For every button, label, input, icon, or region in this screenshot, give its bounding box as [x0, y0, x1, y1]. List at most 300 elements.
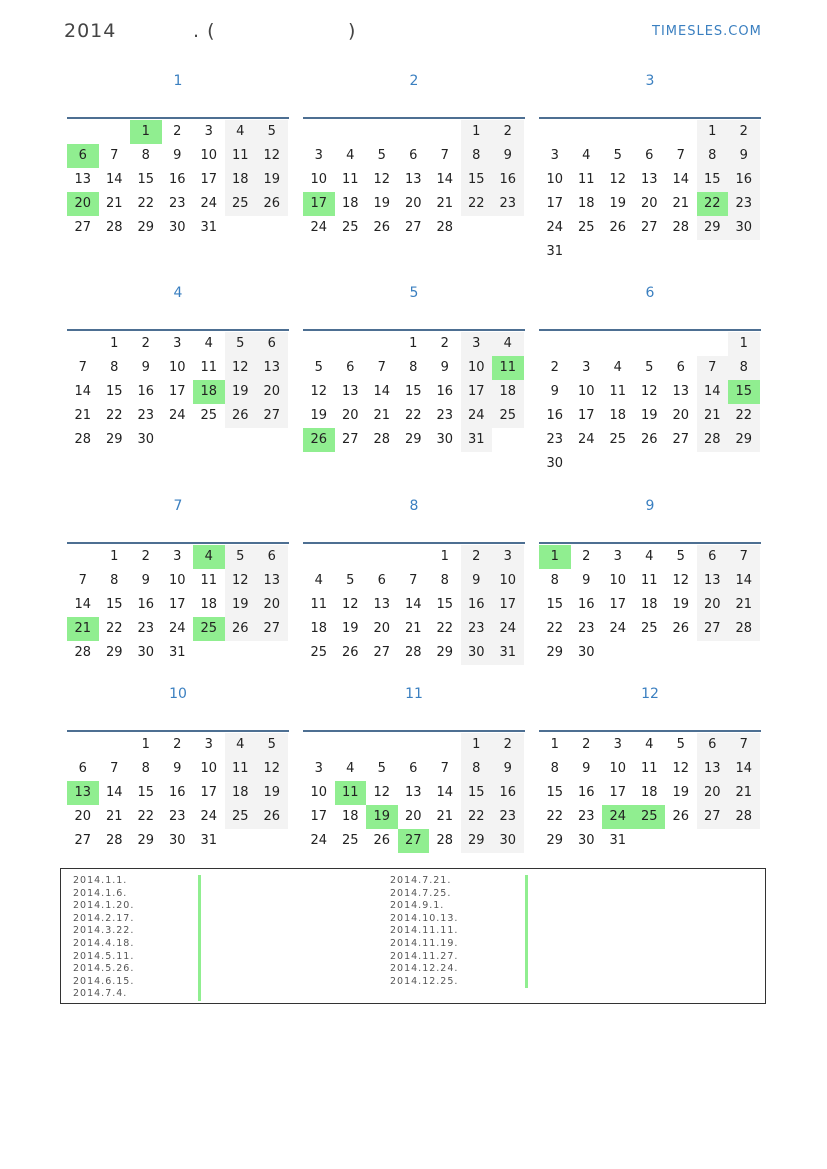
legend-date: 2014.10.13. — [390, 912, 459, 924]
day-cell: 14 — [728, 757, 760, 781]
day-cell: 3 — [173, 549, 182, 564]
day-cell: 1 — [141, 737, 150, 752]
month-grid — [303, 733, 525, 853]
day-cell: 31 — [461, 428, 493, 452]
day-cell: 26 — [640, 432, 658, 447]
day-cell: 18 — [492, 380, 524, 404]
day-cell: 18 — [341, 196, 359, 211]
day-cell: 7 — [697, 356, 729, 380]
day-cell: 11 — [200, 360, 218, 375]
day-cell: 2 — [173, 737, 182, 752]
day-cell: 23 — [137, 621, 155, 636]
day-cell: 29 — [461, 829, 493, 853]
month-grid — [67, 332, 289, 452]
day-cell: 14 — [436, 785, 454, 800]
day-cell: 7 — [78, 573, 87, 588]
day-cell: 29 — [546, 833, 564, 848]
legend-item — [390, 875, 458, 888]
day-cell: 26 — [256, 192, 288, 216]
day-cell: 24 — [602, 805, 634, 829]
day-cell: 8 — [440, 573, 449, 588]
day-cell: 29 — [404, 432, 422, 447]
legend-item — [73, 875, 134, 888]
day-cell: 25 — [341, 833, 359, 848]
day-cell: 18 — [225, 168, 257, 192]
day-cell: 9 — [141, 573, 150, 588]
day-cell: 20 — [256, 380, 288, 404]
day-cell: 2 — [728, 120, 760, 144]
day-cell: 26 — [373, 220, 391, 235]
day-cell: 26 — [303, 428, 335, 452]
day-cell: 28 — [74, 432, 92, 447]
day-cell: 7 — [728, 733, 760, 757]
day-cell: 17 — [200, 172, 218, 187]
day-cell: 13 — [404, 785, 422, 800]
holiday-color-marker — [525, 925, 528, 938]
day-cell: 26 — [672, 621, 690, 636]
day-cell: 8 — [550, 761, 559, 776]
day-cell: 30 — [168, 833, 186, 848]
month-grid — [67, 545, 289, 665]
holiday-color-marker — [198, 938, 201, 951]
day-cell: 24 — [461, 404, 493, 428]
day-cell: 16 — [137, 384, 155, 399]
day-cell: 21 — [728, 593, 760, 617]
title-separator: . ( — [193, 20, 216, 42]
day-cell: 13 — [697, 757, 729, 781]
day-cell: 21 — [697, 404, 729, 428]
day-cell: 27 — [341, 432, 359, 447]
month-4 — [67, 285, 289, 452]
day-cell: 22 — [436, 621, 454, 636]
day-cell: 16 — [577, 785, 595, 800]
day-cell: 14 — [697, 380, 729, 404]
day-cell: 17 — [609, 597, 627, 612]
day-cell: 8 — [461, 757, 493, 781]
day-cell: 6 — [67, 144, 99, 168]
holiday-color-marker — [198, 913, 201, 926]
holiday-color-marker — [198, 875, 201, 888]
day-cell: 2 — [440, 336, 449, 351]
empty-cell — [398, 120, 430, 144]
day-cell: 20 — [640, 196, 658, 211]
day-cell: 5 — [613, 148, 622, 163]
legend-item — [73, 963, 134, 976]
day-cell: 30 — [137, 645, 155, 660]
day-cell: 6 — [697, 733, 729, 757]
day-cell: 2 — [582, 737, 591, 752]
empty-cell — [335, 733, 367, 757]
day-cell: 7 — [377, 360, 386, 375]
day-cell: 23 — [168, 809, 186, 824]
day-cell: 30 — [137, 432, 155, 447]
day-cell: 25 — [609, 432, 627, 447]
legend-date: 2014.7.25. — [390, 887, 452, 899]
day-cell: 25 — [640, 621, 658, 636]
day-cell: 27 — [256, 617, 288, 641]
day-cell: 22 — [105, 621, 123, 636]
day-cell: 13 — [373, 597, 391, 612]
day-cell: 3 — [314, 148, 323, 163]
legend-item — [73, 938, 134, 951]
day-cell: 31 — [546, 244, 564, 259]
legend-date: 2014.3.22. — [73, 925, 135, 937]
day-cell: 11 — [640, 573, 658, 588]
day-cell: 29 — [697, 216, 729, 240]
day-cell: 3 — [613, 737, 622, 752]
month-grid — [67, 733, 289, 853]
empty-cell — [429, 733, 461, 757]
day-cell: 13 — [67, 781, 99, 805]
day-cell: 24 — [200, 809, 218, 824]
day-cell: 22 — [404, 408, 422, 423]
day-cell: 18 — [225, 781, 257, 805]
legend-item — [73, 913, 134, 926]
legend-date: 2014.9.1. — [390, 900, 445, 912]
day-cell: 6 — [645, 148, 654, 163]
month-11 — [303, 686, 525, 853]
day-cell: 28 — [404, 645, 422, 660]
day-cell: 12 — [225, 356, 257, 380]
month-title: 1 — [173, 73, 183, 89]
day-cell: 10 — [200, 148, 218, 163]
day-cell: 17 — [609, 785, 627, 800]
day-cell: 1 — [550, 737, 559, 752]
day-cell: 8 — [409, 360, 418, 375]
day-cell: 15 — [461, 781, 493, 805]
day-cell: 19 — [672, 785, 690, 800]
month-grid — [539, 545, 761, 665]
day-cell: 5 — [645, 360, 654, 375]
holiday-color-marker — [198, 888, 201, 901]
legend-item — [73, 888, 134, 901]
day-cell: 7 — [409, 573, 418, 588]
day-cell: 25 — [200, 408, 218, 423]
day-cell: 18 — [310, 621, 328, 636]
day-cell: 10 — [609, 761, 627, 776]
day-cell: 24 — [310, 220, 328, 235]
day-cell: 14 — [436, 172, 454, 187]
day-cell: 30 — [577, 645, 595, 660]
day-cell: 31 — [492, 641, 524, 665]
month-5 — [303, 285, 525, 452]
day-cell: 4 — [193, 545, 225, 569]
month-title: 8 — [409, 498, 419, 514]
empty-cell — [303, 733, 335, 757]
day-cell: 30 — [168, 220, 186, 235]
day-cell: 16 — [168, 172, 186, 187]
day-cell: 4 — [204, 336, 213, 351]
day-cell: 2 — [461, 545, 493, 569]
day-cell: 29 — [137, 220, 155, 235]
day-cell: 19 — [366, 805, 398, 829]
day-cell: 19 — [640, 408, 658, 423]
day-cell: 30 — [492, 829, 524, 853]
day-cell: 1 — [728, 332, 760, 356]
legend-date: 2014.1.20. — [73, 900, 135, 912]
legend-column-right — [390, 875, 458, 988]
day-cell: 19 — [609, 196, 627, 211]
legend-date: 2014.12.24. — [390, 963, 459, 975]
day-cell: 16 — [168, 785, 186, 800]
day-cell: 13 — [640, 172, 658, 187]
day-cell: 26 — [225, 404, 257, 428]
day-cell: 25 — [341, 220, 359, 235]
day-cell: 12 — [341, 597, 359, 612]
day-cell: 23 — [461, 617, 493, 641]
legend-item — [390, 963, 458, 976]
day-cell: 26 — [225, 617, 257, 641]
day-cell: 4 — [225, 120, 257, 144]
month-grid — [303, 545, 525, 665]
day-cell: 22 — [546, 621, 564, 636]
empty-cell — [335, 120, 367, 144]
day-cell: 5 — [377, 761, 386, 776]
holiday-color-marker — [198, 976, 201, 989]
day-cell: 5 — [676, 737, 685, 752]
holiday-color-marker — [198, 951, 201, 964]
day-cell: 11 — [640, 761, 658, 776]
day-cell: 9 — [492, 757, 524, 781]
day-cell: 2 — [141, 336, 150, 351]
day-cell: 1 — [461, 120, 493, 144]
day-cell: 23 — [137, 408, 155, 423]
day-cell: 30 — [546, 456, 564, 471]
day-cell: 12 — [225, 569, 257, 593]
legend-item — [390, 976, 458, 989]
day-cell: 7 — [440, 148, 449, 163]
empty-cell — [303, 545, 335, 569]
day-cell: 28 — [105, 220, 123, 235]
month-1 — [67, 73, 289, 240]
empty-cell — [571, 332, 603, 356]
day-cell: 17 — [461, 380, 493, 404]
day-cell: 23 — [436, 408, 454, 423]
legend-date: 2014.1.1. — [73, 875, 128, 886]
day-cell: 15 — [461, 168, 493, 192]
day-cell: 11 — [609, 384, 627, 399]
day-cell: 28 — [672, 220, 690, 235]
day-cell: 28 — [436, 833, 454, 848]
month-rule — [303, 542, 525, 544]
day-cell: 10 — [168, 573, 186, 588]
day-cell: 29 — [105, 645, 123, 660]
day-cell: 14 — [672, 172, 690, 187]
day-cell: 16 — [728, 168, 760, 192]
day-cell: 7 — [110, 148, 119, 163]
day-cell: 4 — [645, 549, 654, 564]
month-grid — [303, 332, 525, 452]
day-cell: 5 — [256, 733, 288, 757]
month-title: 6 — [645, 285, 655, 301]
brand-link[interactable]: TIMESLES.COM — [652, 24, 762, 39]
day-cell: 10 — [200, 761, 218, 776]
day-cell: 1 — [697, 120, 729, 144]
month-title: 11 — [405, 686, 423, 702]
day-cell: 18 — [193, 380, 225, 404]
holiday-legend — [60, 868, 766, 1004]
day-cell: 15 — [546, 785, 564, 800]
day-cell: 24 — [168, 621, 186, 636]
legend-item — [390, 925, 458, 938]
day-cell: 28 — [728, 617, 760, 641]
day-cell: 2 — [492, 120, 524, 144]
day-cell: 24 — [609, 621, 627, 636]
empty-cell — [366, 545, 398, 569]
month-rule — [539, 730, 761, 732]
month-8 — [303, 498, 525, 665]
legend-date: 2014.11.19. — [390, 937, 459, 949]
month-3 — [539, 73, 761, 264]
legend-date: 2014.6.15. — [73, 975, 135, 987]
day-cell: 19 — [256, 781, 288, 805]
title-close-paren: ) — [348, 20, 357, 42]
month-title: 2 — [409, 73, 419, 89]
day-cell: 19 — [310, 408, 328, 423]
empty-cell — [634, 120, 666, 144]
day-cell: 27 — [74, 833, 92, 848]
day-cell: 7 — [110, 761, 119, 776]
title-year: 2014 — [64, 20, 117, 42]
day-cell: 28 — [105, 833, 123, 848]
day-cell: 15 — [697, 168, 729, 192]
month-title: 5 — [409, 285, 419, 301]
day-cell: 10 — [546, 172, 564, 187]
legend-date: 2014.2.17. — [73, 912, 135, 924]
day-cell: 14 — [728, 569, 760, 593]
month-grid — [539, 120, 761, 264]
day-cell: 8 — [110, 360, 119, 375]
day-cell: 22 — [461, 805, 493, 829]
legend-item — [73, 976, 134, 989]
day-cell: 10 — [168, 360, 186, 375]
day-cell: 15 — [105, 384, 123, 399]
day-cell: 7 — [728, 545, 760, 569]
holiday-color-marker — [198, 963, 201, 976]
day-cell: 21 — [728, 781, 760, 805]
month-rule — [539, 542, 761, 544]
day-cell: 23 — [728, 192, 760, 216]
holiday-color-marker — [198, 900, 201, 913]
day-cell: 2 — [173, 124, 182, 139]
day-cell: 17 — [577, 408, 595, 423]
day-cell: 30 — [461, 641, 493, 665]
day-cell: 28 — [728, 805, 760, 829]
day-cell: 22 — [546, 809, 564, 824]
day-cell: 12 — [256, 757, 288, 781]
day-cell: 16 — [436, 384, 454, 399]
day-cell: 27 — [398, 829, 430, 853]
day-cell: 26 — [373, 833, 391, 848]
empty-cell — [539, 120, 571, 144]
day-cell: 16 — [546, 408, 564, 423]
day-cell: 13 — [74, 172, 92, 187]
month-2 — [303, 73, 525, 240]
day-cell: 24 — [546, 220, 564, 235]
day-cell: 6 — [697, 545, 729, 569]
day-cell: 11 — [341, 172, 359, 187]
holiday-color-marker — [525, 875, 528, 888]
day-cell: 20 — [697, 593, 729, 617]
empty-cell — [335, 332, 367, 356]
empty-cell — [665, 120, 697, 144]
day-cell: 4 — [314, 573, 323, 588]
day-cell: 17 — [303, 192, 335, 216]
day-cell: 28 — [697, 428, 729, 452]
day-cell: 23 — [577, 809, 595, 824]
day-cell: 5 — [225, 545, 257, 569]
day-cell: 14 — [105, 172, 123, 187]
legend-date: 2014.5.11. — [73, 950, 135, 962]
day-cell: 27 — [697, 805, 729, 829]
day-cell: 4 — [645, 737, 654, 752]
day-cell: 5 — [676, 549, 685, 564]
day-cell: 20 — [373, 621, 391, 636]
day-cell: 11 — [577, 172, 595, 187]
month-6 — [539, 285, 761, 476]
day-cell: 13 — [256, 569, 288, 593]
day-cell: 9 — [173, 761, 182, 776]
day-cell: 19 — [256, 168, 288, 192]
day-cell: 17 — [492, 593, 524, 617]
day-cell: 2 — [492, 733, 524, 757]
month-10 — [67, 686, 289, 853]
day-cell: 5 — [314, 360, 323, 375]
legend-item — [73, 925, 134, 938]
day-cell: 10 — [577, 384, 595, 399]
day-cell: 18 — [609, 408, 627, 423]
day-cell: 27 — [697, 617, 729, 641]
day-cell: 10 — [310, 785, 328, 800]
day-cell: 15 — [404, 384, 422, 399]
day-cell: 3 — [204, 737, 213, 752]
day-cell: 2 — [550, 360, 559, 375]
day-cell: 9 — [728, 144, 760, 168]
day-cell: 17 — [168, 384, 186, 399]
legend-item — [73, 951, 134, 964]
empty-cell — [303, 120, 335, 144]
day-cell: 13 — [341, 384, 359, 399]
day-cell: 17 — [168, 597, 186, 612]
day-cell: 6 — [256, 545, 288, 569]
day-cell: 30 — [728, 216, 760, 240]
month-title: 9 — [645, 498, 655, 514]
day-cell: 9 — [550, 384, 559, 399]
day-cell: 20 — [404, 196, 422, 211]
day-cell: 31 — [200, 220, 218, 235]
day-cell: 15 — [546, 597, 564, 612]
legend-item — [390, 900, 458, 913]
month-grid — [539, 733, 761, 853]
day-cell: 13 — [697, 569, 729, 593]
empty-cell — [335, 545, 367, 569]
day-cell: 9 — [582, 761, 591, 776]
day-cell: 12 — [373, 785, 391, 800]
legend-date: 2014.5.26. — [73, 963, 135, 975]
empty-cell — [67, 332, 99, 356]
month-rule — [67, 329, 289, 331]
day-cell: 13 — [404, 172, 422, 187]
day-cell: 22 — [697, 192, 729, 216]
day-cell: 12 — [310, 384, 328, 399]
day-cell: 22 — [461, 192, 493, 216]
day-cell: 24 — [492, 617, 524, 641]
month-rule — [303, 730, 525, 732]
day-cell: 25 — [634, 805, 666, 829]
day-cell: 9 — [582, 573, 591, 588]
day-cell: 1 — [110, 549, 119, 564]
day-cell: 26 — [341, 645, 359, 660]
